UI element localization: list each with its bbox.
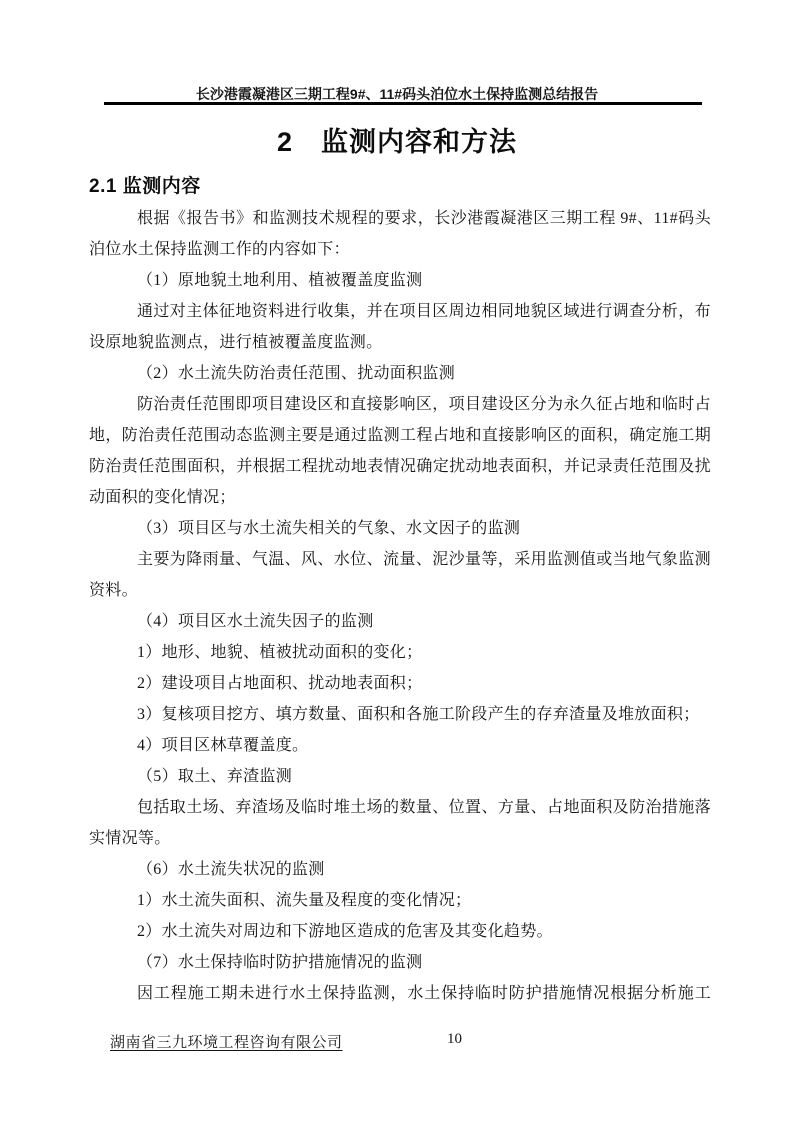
body-paragraph-item-6: （6）水土流失状况的监测	[137, 861, 325, 878]
chapter-title: 2 监测内容和方法	[276, 127, 518, 157]
footer-page-number: 10	[447, 1031, 462, 1047]
header-rule	[104, 102, 702, 105]
footer-company-name: 湖南省三九环境工程咨询有限公司	[110, 1035, 343, 1051]
body-paragraph-item-5-desc: 包括取土场、弃渣场及临时堆土场的数量、位置、方量、占地面积及防治措施落实情况等。	[89, 799, 711, 847]
section-heading: 2.1 监测内容	[89, 176, 201, 197]
running-header-title: 长沙港霞凝港区三期工程9#、11#码头泊位水土保持监测总结报告	[195, 86, 599, 102]
body-text-block	[89, 203, 711, 1009]
body-paragraph-item-6-sub-2: 2）水土流失对周边和下游地区造成的危害及其变化趋势。	[137, 923, 553, 940]
body-paragraph-item-4-sub-4: 4）项目区林草覆盖度。	[137, 737, 309, 754]
body-paragraph-item-4: （4）项目区水土流失因子的监测	[137, 613, 374, 630]
body-paragraph-item-2-desc: 防治责任范围即项目建设区和直接影响区，项目建设区分为永久征占地和临时占地，防治责任范围动态监测主要是通过监测工程占地和直接影响区的面积，确定施工期防治责任范围面积，并根据工程扰动地表情况确定扰动地表面积，并记录责任范围及扰动面积的变化情况；	[89, 396, 711, 506]
body-paragraph-item-6-sub-1: 1）水土流失面积、流失量及程度的变化情况；	[137, 892, 472, 909]
body-paragraph-intro: 根据《报告书》和监测技术规程的要求，长沙港霞凝港区三期工程 9#、11#码头泊位水土保持监测工作的内容如下：	[89, 210, 711, 258]
body-paragraph-item-4-sub-2: 2）建设项目占地面积、扰动地表面积；	[137, 675, 423, 692]
body-paragraph-item-5: （5）取土、弃渣监测	[137, 768, 293, 785]
body-paragraph-item-3-desc: 主要为降雨量、气温、风、水位、流量、泥沙量等，采用监测值或当地气象监测资料。	[89, 551, 711, 599]
body-paragraph-item-3: （3）项目区与水土流失相关的气象、水文因子的监测	[137, 520, 521, 537]
body-paragraph-item-1: （1）原地貌土地利用、植被覆盖度监测	[137, 272, 423, 289]
body-paragraph-item-4-sub-1: 1）地形、地貌、植被扰动面积的变化；	[137, 644, 423, 661]
body-paragraph-item-4-sub-3: 3）复核项目挖方、填方数量、面积和各施工阶段产生的存弃渣量及堆放面积；	[137, 706, 700, 723]
body-paragraph-item-2: （2）水土流失防治责任范围、扰动面积监测	[137, 365, 456, 382]
body-paragraph-item-7-desc: 因工程施工期未进行水土保持监测，水土保持临时防护措施情况根据分析施工	[137, 985, 711, 1002]
body-paragraph-item-1-desc: 通过对主体征地资料进行收集，并在项目区周边相同地貌区域进行调查分析，布设原地貌监测点，进行植被覆盖度监测。	[89, 303, 711, 351]
body-paragraph-item-7: （7）水土保持临时防护措施情况的监测	[137, 954, 423, 971]
